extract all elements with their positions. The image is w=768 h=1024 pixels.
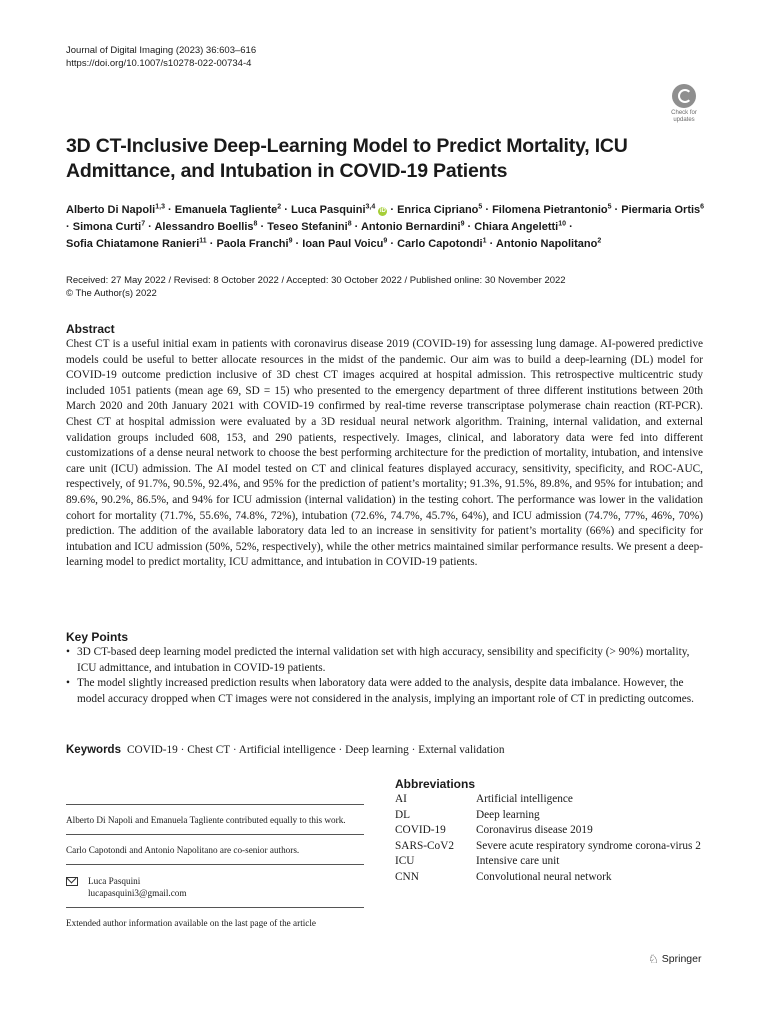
abbreviations-table [395, 792, 705, 886]
co-senior-note: Carlo Capotondi and Antonio Napolitano are co-senior authors. [66, 845, 300, 855]
abstract-heading: Abstract [66, 322, 115, 336]
affiliation-mark: 7 [141, 220, 146, 228]
abbreviation-row: COVID-19 Coronavirus disease 2019 [395, 824, 593, 837]
affiliation-mark: 10 [558, 220, 567, 228]
author-name[interactable]: Piermaria Ortis$^6$ [621, 203, 705, 216]
affiliation-mark: 3,4 [365, 203, 376, 211]
key-point-item: • 3D CT-based deep learning model predicted the internal validation set with high accuracy, sensibility and specificity (> 90%) mortality, ICU admittance, and intubation in COVID-19 patients. [66, 645, 703, 676]
author-list: Alberto Di Napoli$^{1,3}$ · Emanuela Tagliente$^2$ · Luca Pasquini$^{3,4}$ iD · Enrica Cipriano$^5$ · Filomena Pietrantonio$^5$ · Piermaria Ortis$^6$ · Simona Curti$^7$ · Alessandro Boellis$^8$ · Teseo Stefanini$^8$ · Antonio Bernardini$^9$ · Chiara Angeletti$^{10}$ · Sofia Chiatamone Ranieri$^{11}$ · Paola Franchi$^9$ · Ioan Paul Voicu$^9$ · Carlo Capotondi$^1$ · Antonio Napolitano$^2$ [66, 203, 705, 250]
author-name[interactable]: Ioan Paul Voicu$^9$ [302, 237, 388, 250]
abbreviation-row: DL Deep learning [395, 808, 540, 821]
affiliation-mark: 6 [700, 203, 705, 211]
doi-link[interactable]: https://doi.org/10.1007/s10278-022-00734-4 [66, 58, 252, 69]
journal-header [66, 44, 256, 70]
author-name[interactable]: Alberto Di Napoli$^{1,3}$ [66, 203, 165, 216]
abbreviation-row: CNN Convolutional neural network [395, 870, 612, 883]
affiliation-mark: 8 [347, 220, 352, 228]
check-for-updates-badge[interactable] [664, 84, 704, 124]
abbreviation-row: SARS-CoV2 Severe acute respiratory syndrome corona-virus 2 [395, 839, 701, 852]
footnote-divider [66, 804, 364, 805]
affiliation-mark: 1,3 [155, 203, 165, 211]
affiliation-mark: 5 [607, 203, 612, 211]
abbreviation-row: AI Artificial intelligence [395, 793, 573, 805]
author-name[interactable]: Filomena Pietrantonio$^5$ [492, 203, 612, 216]
author-name[interactable]: Teseo Stefanini$^8$ [267, 220, 352, 233]
author-name[interactable]: Antonio Napolitano$^2$ [495, 237, 602, 250]
affiliation-mark: 9 [460, 220, 465, 228]
affiliation-mark: 1 [482, 237, 487, 245]
check-updates-label: Check for updates [671, 110, 697, 123]
affiliation-mark: 9 [288, 237, 293, 245]
footnotes [66, 804, 364, 937]
paper-title: 3D CT-Inclusive Deep-Learning Model to Predict Mortality, ICU Admittance, and Intubation in COVID-19 Patients [66, 135, 628, 182]
orcid-icon[interactable]: iD [379, 208, 386, 214]
author-name[interactable]: Emanuela Tagliente$^2$ [174, 203, 282, 216]
keywords-heading: Keywords [66, 744, 121, 756]
key-points-heading: Key Points [66, 630, 129, 644]
publisher-logo [648, 952, 701, 966]
affiliation-mark: 2 [597, 237, 602, 245]
author-name[interactable]: Luca Pasquini$^{3,4}$ iD [290, 203, 386, 216]
equal-contribution-note: Alberto Di Napoli and Emanuela Tagliente contributed equally to this work. [66, 815, 346, 825]
keywords [66, 743, 504, 758]
author-name[interactable]: Paola Franchi$^9$ [216, 237, 293, 250]
footnote-divider [66, 834, 364, 835]
corresponding-email[interactable]: lucapasquini3@gmail.com [88, 888, 187, 898]
corresponding-author [66, 875, 364, 899]
affiliation-mark: 5 [478, 203, 483, 211]
check-updates-icon [672, 84, 696, 108]
keywords-list: COVID-19 · Chest CT · Artificial intelligence · Deep learning · External validation [126, 744, 505, 756]
affiliation-mark: 2 [277, 203, 282, 211]
key-points-list [66, 645, 703, 707]
abbreviation-row: ICU Intensive care unit [395, 855, 560, 868]
author-name[interactable]: Alessandro Boellis$^8$ [154, 220, 258, 233]
author-name[interactable]: Simona Curti$^7$ [72, 220, 146, 233]
author-name[interactable]: Carlo Capotondi$^1$ [397, 237, 487, 250]
envelope-icon [66, 877, 78, 886]
publication-dates [66, 274, 566, 300]
corresponding-name: Luca Pasquini [88, 876, 141, 886]
affiliation-mark: 11 [199, 237, 207, 245]
author-name[interactable]: Enrica Cipriano$^5$ [397, 203, 483, 216]
author-name[interactable]: Antonio Bernardini$^9$ [360, 220, 465, 233]
date-history: Received: 27 May 2022 / Revised: 8 October 2022 / Accepted: 30 October 2022 / Published online: 30 November 2022 [66, 275, 566, 286]
affiliation-mark: 9 [383, 237, 388, 245]
copyright: © The Author(s) 2022 [66, 288, 157, 299]
journal-citation: Journal of Digital Imaging (2023) 36:603–616 [66, 45, 257, 56]
affiliation-mark: 8 [253, 220, 258, 228]
footnote-divider [66, 864, 364, 865]
publisher-name: Springer [661, 953, 702, 965]
extended-info-note: Extended author information available on the last page of the article [66, 918, 317, 928]
author-name[interactable]: Sofia Chiatamone Ranieri$^{11}$ [66, 237, 207, 250]
key-point-item: • The model slightly increased prediction results when laboratory data were added to the analysis, despite data imbalance. However, the model accuracy dropped when CT images were not considered in the analysis, implying an important role of CT in predicting outcomes. [66, 676, 703, 707]
abbreviations-heading: Abbreviations [395, 777, 476, 791]
springer-horse-icon: ♘ [648, 952, 659, 966]
footnote-divider [66, 907, 364, 908]
abstract-text: Chest CT is a useful initial exam in patients with coronavirus disease 2019 (COVID-19) for assessing lung damage. AI-powered predictive models could be useful to better allocate resources in the midst of the pandemic. Our aim was to build a deep-learning (DL) model for COVID-19 outcome prediction inclusive of 3D chest CT images acquired at hospital admission. This retrospective multicentric study included 1051 patients (mean age 69, SD = 15) who presented to the emergency department of three different institutions between 20th March 2020 and 20th January 2021 with COVID-19 confirmed by real-time reverse transcriptase polymerase chain reaction (RT-PCR). Chest CT at hospital admission were evaluated by a 3D residual neural network algorithm. Training, internal validation, and external validation groups included 608, 153, and 290 patients, respectively. Images, clinical, and laboratory data were fed into different customizations of a dense neural network to choose the best performing architecture for the prediction of mortality, intubation, and intensive care unit (ICU) admission. The AI model tested on CT and clinical features displayed accuracy, sensitivity, specificity, and ROC-AUC, respectively, of 91.7%, 90.5%, 92.4%, and 95% for the prediction of patient’s mortality; 91.3%, 91.5%, 89.8%, and 95% for intubation; and 89.6%, 90.2%, 86.5%, and 94% for ICU admission (internal validation) in the testing cohort. The performance was lower in the validation cohort for mortality (71.7%, 55.6%, 74.8%, 72%), intubation (72.6%, 74.7%, 45.7%, 64%), and ICU admission (74.7%, 77%, 46%, 70%) prediction. The addition of the available laboratory data led to an increase in sensitivity for patient’s mortality (66%) and specificity for intubation and ICU admission (50%, 52%, respectively), while the other metrics maintained similar performance results. We present a deep-learning model to predict mortality, ICU admittance, and intubation in COVID-19 patients. [66, 338, 703, 569]
author-name[interactable]: Chiara Angeletti$^{10}$ [474, 220, 567, 233]
